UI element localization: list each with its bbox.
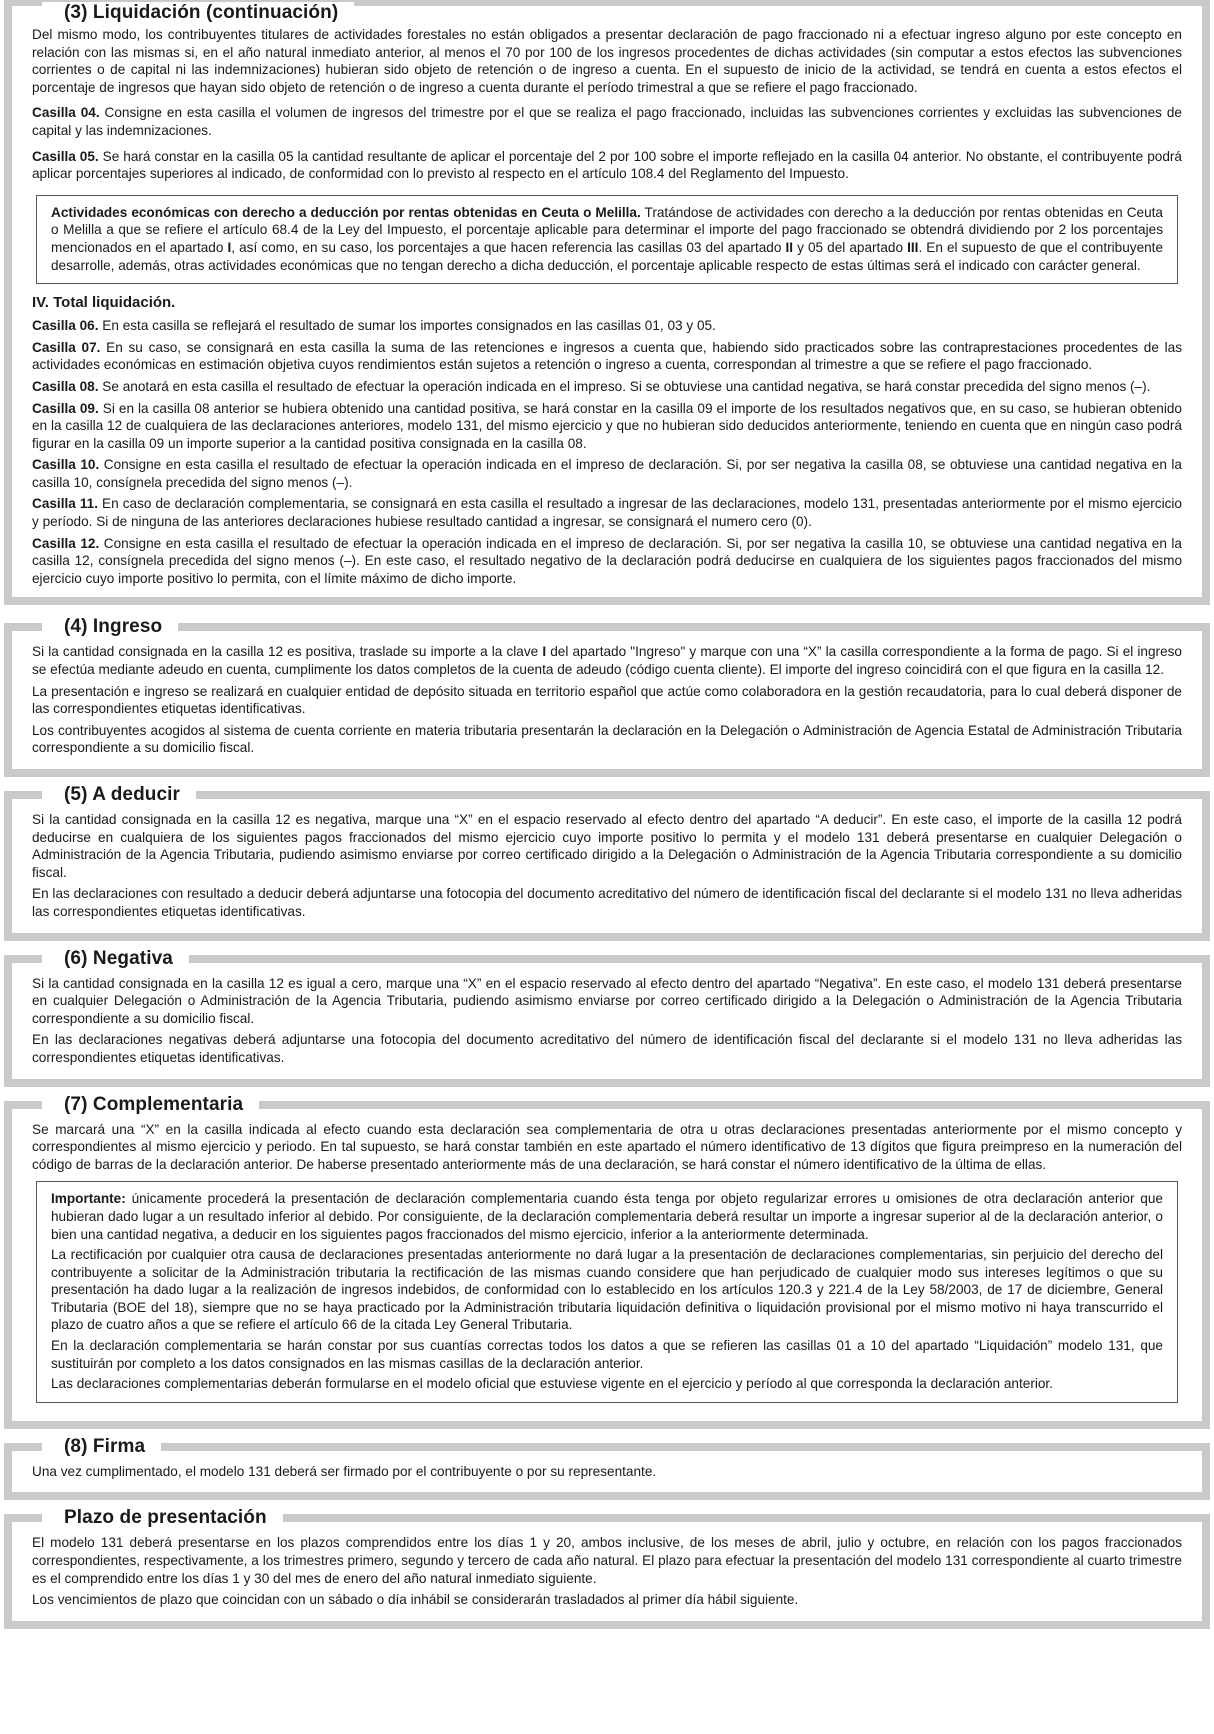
paragraph-part: Si la cantidad consignada en la casilla 12 es positiva, traslade su importe a la clave <box>32 644 543 660</box>
casilla-text: Se anotará en esta casilla el resultado de efectuar la operación indicada en el impreso. Si se obtuviese una cantidad negativa, se hará constar precedida del signo menos (–). <box>98 378 1151 394</box>
paragraph: Los contribuyentes acogidos al sistema de cuenta corriente en materia tributaria presentarán la declaración en la Delegación o Administración de Agencia Estatal de Administración Tributaria correspondiente a su domicilio fiscal. <box>32 722 1182 756</box>
section-plazo-presentacion <box>4 1507 1210 1628</box>
notice-text: La rectificación por cualquier otra causa de declaraciones presentadas anteriormente no dará lugar a la presentación de declaraciones complementarias, sin perjuicio del derecho del contribuyente a solicitar de la Administración tributaria la rectificación de las mismas cuando considere que han perjudicado de cualquier modo sus intereses legítimos o que su presentación ha dado lugar a la realización de ingresos indebidos, de conformidad con lo establecido en los artículos 120.3 y 221.4 de la Ley 58/2003, de 17 de diciembre, General Tributaria (BOE del 18), siempre que no se haya practicado por la Administración tributaria liquidación definitiva o liquidación provisional por el mismo motivo ni haya transcurrido el plazo de cuatro años a que se refiere el artículo 66 de la citada Ley General Tributaria. <box>51 1247 1163 1333</box>
paragraph: En las declaraciones con resultado a deducir deberá adjuntarse una fotocopia del documento acreditativo del número de identificación fiscal del declarante si el modelo 131 no lleva adheridas las correspondientes etiquetas identificativas. <box>32 886 1182 919</box>
paragraph: Si la cantidad consignada en la casilla 12 es negativa, marque una “X” en el espacio reservado al efecto dentro del apartado “A deducir”. En este caso, el importe de la casilla 12 podrá deducirse en cualquiera de los siguientes pagos fraccionados del mismo ejercicio cuyo importe positivo lo permita y el modelo 131 deberá presentarse en cualquier Delegación o Administración de la Agencia Tributaria, pudiendo asimismo enviarse por correo certificado dirigido a la Delegación o Administración de la Agencia Tributaria correspondiente a su domicilio fiscal. <box>32 812 1182 880</box>
paragraph-part: del apartado "Ingreso" y marque con una “X” la casilla correspondiente a la forma de pago. Si el ingreso se efectúa mediante adeudo en cuenta, cumplimente los datos completos de la cuenta de adeudo (código cuenta cliente). El importe del ingreso coincidirá con el que figura en la casilla 12. <box>32 644 1182 678</box>
notice-text-part: , así como, en su caso, los porcentajes a que hacen referencia las casillas 03 del apartado <box>231 239 786 255</box>
section-title: Plazo de presentación <box>42 1507 283 1529</box>
casilla-10 <box>32 456 1182 491</box>
paragraph: La presentación e ingreso se realizará en cualquier entidad de depósito situada en territorio español que actúe como colaboradora en la gestión recaudatoria, para lo cual deberá disponer de las correspondientes etiquetas identificativas. <box>32 683 1182 717</box>
paragraph: Si la cantidad consignada en la casilla 12 es igual a cero, marque una “X” en el espacio reservado al efecto dentro del apartado “Negativa”. En este caso, el modelo 131 deberá presentarse en cualquier Delegación o Administración de la Agencia Tributaria, pudiendo asimismo enviarse por correo certificado dirigido a la Delegación o Administración de la Agencia Tributaria correspondiente a su domicilio fiscal. <box>32 975 1182 1026</box>
casilla-text: Se hará constar en la casilla 05 la cantidad resultante de aplicar el porcentaje del 2 por 100 sobre el importe reflejado en la casilla 04 anterior. No obstante, el contribuyente podrá aplicar porcentajes superiores al indicado, de conformidad con lo previsto al respecto en el artículo 108.4 del Reglamento del Impuesto. <box>32 148 1182 182</box>
paragraph: Los vencimientos de plazo que coincidan con un sábado o día inhábil se considerarán trasladados al primer día hábil siguiente. <box>32 1592 799 1608</box>
casilla-08 <box>32 378 1182 396</box>
apartado-ref: II <box>785 239 794 255</box>
casilla-12 <box>32 535 1182 588</box>
casilla-text: En su caso, se consignará en esta casilla la suma de las retenciones e ingresos a cuenta que, habiendo sido practicados sobre las contraprestaciones procedentes de las actividades económicas en estimación objetiva cuyos rendimientos están sujetos a retención o ingreso a cuenta, correspondan al trimestre a que se refiere el pago fraccionado. <box>32 339 1182 373</box>
casilla-label: Casilla 09. <box>32 400 99 416</box>
notice-text-part: Tratándose de actividades con derecho a la deducción por rentas obtenidas en Ceuta o Melilla a que se refiere el artículo 68.4 de la Ley del Impuesto, el porcentaje aplicable para determinar el importe del pago fraccionado se obtendrá dividiendo por 2 los porcentajes mencionados en el apartado <box>51 204 1163 255</box>
notice-text-part: únicamente procederá la presentación de declaración complementaria cuando ésta tenga por objeto regularizar errores u omisiones de otra declaración anterior que hubieran dado lugar a un resultado inferior al debido. Por consiguiente, de la declaración complementaria deberá resultar un importe a ingresar superior al de la declaración anterior, o bien una cantidad negativa, a deducir en los siguientes pagos fraccionados del mismo ejercicio, inferior a la anteriormente determinada. <box>51 1191 1163 1242</box>
notice-text-part: y 05 del apartado <box>793 239 908 255</box>
notice-text <box>51 1190 1163 1243</box>
notice-heading: Actividades económicas con derecho a deducción por rentas obtenidas en Ceuta o Melilla. <box>51 204 641 220</box>
total-liquidacion-heading: IV. Total liquidación. <box>32 294 176 312</box>
section-liquidacion <box>4 0 1210 605</box>
section-title: (8) Firma <box>42 1436 161 1458</box>
casilla-label: Casilla 10. <box>32 457 100 473</box>
notice-heading: Importante: <box>51 1191 126 1207</box>
section-title: (4) Ingreso <box>42 616 178 638</box>
casilla-text: Consigne en esta casilla el resultado de efectuar la operación indicada en el impreso de declaración. Si, por ser negativa la casilla 08, se obtuviese una cantidad negativa en la casilla 10, consígnela precedida del signo menos (–). <box>32 457 1182 490</box>
casilla-label: Casilla 04. <box>32 105 100 121</box>
section-title: (6) Negativa <box>42 948 189 970</box>
apartado-ref: I <box>227 239 232 255</box>
casilla-07 <box>32 339 1182 374</box>
casilla-label: Casilla 07. <box>32 339 101 355</box>
casilla-09 <box>32 400 1182 453</box>
casilla-text: Consigne en esta casilla el volumen de ingresos del trimestre por el que se realiza el pago fraccionado, incluidas las subvenciones corrientes y excluidas las subvenciones de capital y las indemnizaciones. <box>32 105 1182 138</box>
paragraph: El modelo 131 deberá presentarse en los plazos comprendidos entre los días 1 y 20, ambos inclusive, de los meses de abril, julio y octubre, en relación con los pagos fraccionados correspondientes, respectivamente, a los trimestres primero, segundo y tercero de cada año natural. El plazo para efectuar la presentación del modelo 131 correspondiente al cuarto trimestre es el comprendido entre los días 1 y 30 del mes de enero del año natural inmediato siguiente. <box>32 1535 1182 1586</box>
paragraph: Del mismo modo, los contribuyentes titulares de actividades forestales no están obligados a presentar declaración de pago fraccionado ni a efectuar ingreso alguno por este concepto en relación con las mismas si, en el año natural inmediato anterior, al menos el 70 por 100 de los ingresos procedentes de dichas actividades (sin computar a estos efectos las subvenciones corrientes o de capital ni las indemnizaciones) hubieran sido objeto de retención o de ingreso a cuenta. En el supuesto de inicio de la actividad, se tendrá en cuenta a estos efectos el porcentaje de ingresos que hayan sido objeto de retención o de ingreso a cuenta durante el período trimestral a que se refiere el pago fraccionado. <box>32 27 1182 95</box>
section-firma <box>4 1435 1210 1501</box>
casilla-text: En caso de declaración complementaria, se consignará en esta casilla el resultado a ingresar de las declaraciones, modelo 131, presentadas anteriormente por el mismo ejercicio y período. Si de ninguna de las anteriores declaraciones hubiese resultado cantidad a ingresar, se consignará el numero cero (0). <box>32 496 1182 530</box>
importante-notice <box>36 1181 1178 1403</box>
section-negativa <box>4 947 1210 1087</box>
casilla-label: Casilla 06. <box>32 318 99 334</box>
section-ingreso <box>4 616 1210 777</box>
paragraph: En las declaraciones negativas deberá adjuntarse una fotocopia del documento acreditativo del número de identificación fiscal del declarante si el modelo 131 no lleva adheridas las correspondientes etiquetas identificativas. <box>32 1032 1182 1065</box>
casilla-05 <box>32 148 1182 183</box>
casilla-06 <box>32 317 1182 335</box>
casilla-label: Casilla 12. <box>32 535 100 551</box>
paragraph <box>32 643 1182 678</box>
notice-text-part: . En el supuesto de que el contribuyente desarrolle, además, otras actividades económicas que no tengan derecho a dicha deducción, el porcentaje aplicable respecto de estas últimas será el indicado con carácter general. <box>51 239 1164 273</box>
casilla-11 <box>32 495 1182 530</box>
paragraph: Se marcará una “X” en la casilla indicada al efecto cuando esta declaración sea complementaria de otra u otras declaraciones presentadas anteriormente por el mismo concepto y correspondientes al mismo ejercicio y periodo. En tal supuesto, se hará constar también en este apartado el número identificativo de 13 dígitos que figura preimpreso en la numeración del código de barras de la declaración anterior. De haberse presentado anteriormente más de una declaración, se hará constar el número identificativo de la última de ellas. <box>32 1121 1182 1172</box>
notice-text <box>51 204 1163 274</box>
section-title: (7) Complementaria <box>42 1094 259 1116</box>
casilla-text: En esta casilla se reflejará el resultado de sumar los importes consignados en las casillas 01, 03 y 05. <box>98 318 716 334</box>
casilla-text: Si en la casilla 08 anterior se hubiera obtenido una cantidad positiva, se hará constar en la casilla 09 el importe de los resultados negativos que, en su caso, se hubieran obtenido en la casilla 12 de cualquiera de las declaraciones anteriores, modelo 131, del mismo ejercicio y que no hubieran sido deducidos anteriormente, teniendo en cuenta que en ningún caso podrá figurar en la casilla 09 un importe superior a la cantidad positiva consignada en la casilla 08. <box>32 400 1182 451</box>
section-title: (3) Liquidación (continuación) <box>42 2 354 24</box>
casilla-04 <box>32 104 1182 139</box>
notice-text: Las declaraciones complementarias deberán formularse en el modelo oficial que estuviese vigente en el ejercicio y período al que corresponda la declaración anterior. <box>51 1376 1053 1392</box>
casilla-label: Casilla 05. <box>32 148 99 164</box>
casilla-label: Casilla 11. <box>32 496 99 512</box>
casilla-label: Casilla 08. <box>32 378 99 394</box>
casilla-text: Consigne en esta casilla el resultado de efectuar la operación indicada en el impreso de declaración. Si, por ser negativa la casilla 10, se obtuviese una cantidad negativa en la casilla 12, consígnela precedida del signo menos (–). En este caso, el resultado negativo de la declaración podrá deducirse en cualquiera de los siguientes pagos fraccionados del mismo ejercicio cuyo importe positivo lo permita, con el límite máximo de dicho importe. <box>32 535 1182 586</box>
section-a-deducir <box>4 784 1210 941</box>
notice-text: En la declaración complementaria se harán constar por sus cuantías correctas todos los datos a que se refieren las casillas 01 a 10 del apartado “Liquidación” modelo 131, que sustituirán por completo a los datos consignados en las mismas casillas de la declaración anterior. <box>51 1338 1163 1371</box>
paragraph: Una vez cumplimentado, el modelo 131 deberá ser firmado por el contribuyente o por su representante. <box>32 1463 657 1479</box>
section-complementaria <box>4 1093 1210 1429</box>
ceuta-melilla-notice <box>36 195 1178 284</box>
section-title: (5) A deducir <box>42 784 196 806</box>
clave-ref: I <box>542 644 547 660</box>
apartado-ref: III <box>907 239 919 255</box>
